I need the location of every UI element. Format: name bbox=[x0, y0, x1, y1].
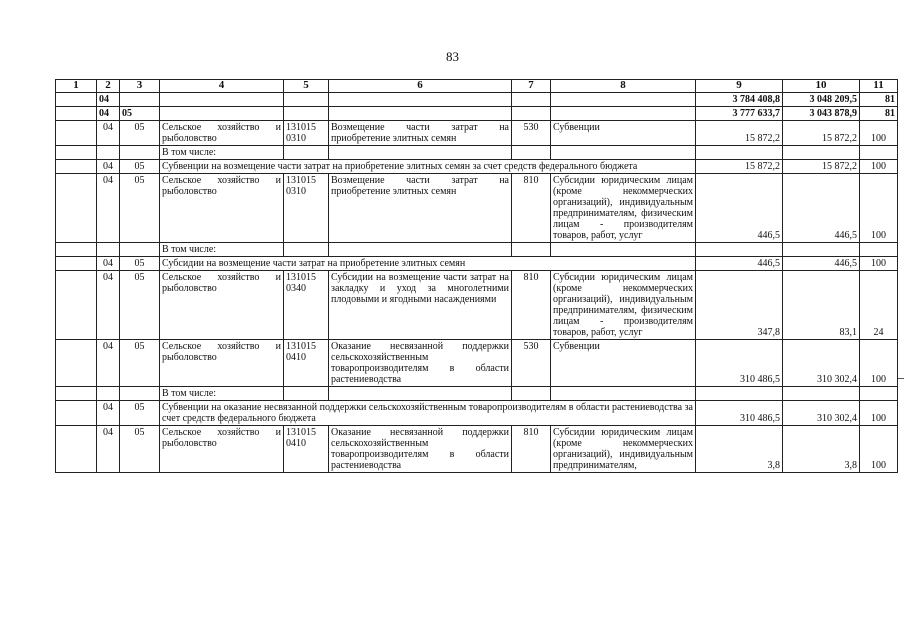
table-row bbox=[56, 174, 898, 243]
cell-subsection: 05 bbox=[120, 401, 160, 426]
including-label: В том числе: bbox=[160, 146, 284, 160]
cell-planned: 446,5 bbox=[696, 257, 783, 271]
cell-percent: 24 bbox=[860, 271, 898, 340]
cell-type: Субвенции bbox=[551, 121, 696, 146]
cell-subsection: 05 bbox=[120, 160, 160, 174]
cell-subsection: 05 bbox=[120, 257, 160, 271]
cell-type: Субвенции bbox=[551, 340, 696, 387]
cell-actual: 446,5 bbox=[783, 174, 860, 243]
header-cell: 2 bbox=[97, 80, 120, 93]
table-row bbox=[56, 426, 898, 473]
cell-name: Сельское хозяйство и рыболовство bbox=[160, 426, 284, 473]
cell-subsection: 05 bbox=[120, 426, 160, 473]
cell-section: 04 bbox=[97, 257, 120, 271]
including-row bbox=[56, 146, 898, 160]
cell-percent: 81 bbox=[860, 107, 898, 121]
cell-type-code: 810 bbox=[512, 174, 551, 243]
header-cell: 11 bbox=[860, 80, 898, 93]
cell-planned: 446,5 bbox=[696, 174, 783, 243]
header-cell: 4 bbox=[160, 80, 284, 93]
cell-actual: 310 302,4 bbox=[783, 401, 860, 426]
cell-section: 04 bbox=[97, 93, 120, 107]
cell-subsection: 05 bbox=[120, 174, 160, 243]
including-label: В том числе: bbox=[160, 243, 284, 257]
header-cell: 7 bbox=[512, 80, 551, 93]
cell-type-code: 810 bbox=[512, 426, 551, 473]
cell-planned: 310 486,5 bbox=[696, 340, 783, 387]
cell-actual: 15 872,2 bbox=[783, 160, 860, 174]
cell-planned: 15 872,2 bbox=[696, 160, 783, 174]
cell-actual: 310 302,4 bbox=[783, 340, 860, 387]
cell-planned: 3 784 408,8 bbox=[696, 93, 783, 107]
table-row bbox=[56, 121, 898, 146]
cell-type-code: 530 bbox=[512, 121, 551, 146]
cell-actual: 83,1 bbox=[783, 271, 860, 340]
cell-description: Возмещение части затрат на приобретение элитных семян bbox=[329, 174, 512, 243]
total-row-section bbox=[56, 93, 898, 107]
header-row bbox=[56, 80, 898, 93]
cell-code: 131015 0340 bbox=[284, 271, 329, 340]
cell-subsection: 05 bbox=[120, 121, 160, 146]
including-label: В том числе: bbox=[160, 387, 284, 401]
cell-subitem: Субвенции на возмещение части затрат на приобретение элитных семян за счет средств федерального бюджета bbox=[160, 160, 696, 174]
header-cell: 3 bbox=[120, 80, 160, 93]
header-cell: 8 bbox=[551, 80, 696, 93]
cell-name: Сельское хозяйство и рыболовство bbox=[160, 340, 284, 387]
cell-type-code: 530 bbox=[512, 340, 551, 387]
cell-actual: 15 872,2 bbox=[783, 121, 860, 146]
cell-planned: 347,8 bbox=[696, 271, 783, 340]
cell-section: 04 bbox=[97, 426, 120, 473]
cell-percent: 81 bbox=[860, 93, 898, 107]
cell-description: Возмещение части затрат на приобретение элитных семян bbox=[329, 121, 512, 146]
cell-subsection: 05 bbox=[120, 107, 160, 121]
header-cell: 6 bbox=[329, 80, 512, 93]
budget-table bbox=[55, 79, 898, 473]
cell-name: Сельское хозяйство и рыболовство bbox=[160, 174, 284, 243]
cell-description: Оказание несвязанной поддержки сельскохозяйственным товаропроизводителям в области растениеводства bbox=[329, 340, 512, 387]
cell-section: 04 bbox=[97, 340, 120, 387]
cell-code: 131015 0410 bbox=[284, 426, 329, 473]
header-cell: 1 bbox=[56, 80, 97, 93]
cell-type: Субсидии юридическим лицам (кроме некоммерческих организаций), индивидуальным предпринимателям, bbox=[551, 426, 696, 473]
cell-code: 131015 0310 bbox=[284, 121, 329, 146]
header-cell: 9 bbox=[696, 80, 783, 93]
cell-type: Субсидии юридическим лицам (кроме некоммерческих организаций), индивидуальным предпринимателям, физическим лицам - производителям товаров, работ, услуг bbox=[551, 271, 696, 340]
cell-planned: 15 872,2 bbox=[696, 121, 783, 146]
cell-type: Субсидии юридическим лицам (кроме некоммерческих организаций), индивидуальным предпринимателям, физическим лицам - производителям товаров, работ, услуг bbox=[551, 174, 696, 243]
table-row bbox=[56, 340, 898, 387]
including-row bbox=[56, 387, 898, 401]
cell-actual: 3,8 bbox=[783, 426, 860, 473]
cell-name: Сельское хозяйство и рыболовство bbox=[160, 121, 284, 146]
cell-code: 131015 0410 bbox=[284, 340, 329, 387]
cell-code: 131015 0310 bbox=[284, 174, 329, 243]
cell-planned: 3,8 bbox=[696, 426, 783, 473]
cell-section: 04 bbox=[97, 174, 120, 243]
including-row bbox=[56, 243, 898, 257]
table-row bbox=[56, 257, 898, 271]
cell-subitem: Субвенции на оказание несвязанной поддержки сельскохозяйственным товаропроизводителям в области растениеводства за счет средств федерального бюджета bbox=[160, 401, 696, 426]
cell-type-code: 810 bbox=[512, 271, 551, 340]
total-row-subsection bbox=[56, 107, 898, 121]
cell-section: 04 bbox=[97, 107, 120, 121]
cell-subitem: Субсидии на возмещение части затрат на приобретение элитных семян bbox=[160, 257, 696, 271]
header-cell: 10 bbox=[783, 80, 860, 93]
cell-subsection: 05 bbox=[120, 271, 160, 340]
cell-section: 04 bbox=[97, 121, 120, 146]
cell-planned: 310 486,5 bbox=[696, 401, 783, 426]
cell-percent: 100 bbox=[860, 160, 898, 174]
scan-mark bbox=[898, 378, 904, 379]
cell-section: 04 bbox=[97, 401, 120, 426]
table-row bbox=[56, 401, 898, 426]
cell-subsection: 05 bbox=[120, 340, 160, 387]
cell-actual: 446,5 bbox=[783, 257, 860, 271]
cell-section: 04 bbox=[97, 160, 120, 174]
table-row bbox=[56, 160, 898, 174]
cell-percent: 100 bbox=[860, 257, 898, 271]
cell-name: Сельское хозяйство и рыболовство bbox=[160, 271, 284, 340]
cell-percent: 100 bbox=[860, 174, 898, 243]
header-cell: 5 bbox=[284, 80, 329, 93]
cell-percent: 100 bbox=[860, 340, 898, 387]
cell-section: 04 bbox=[97, 271, 120, 340]
table-row bbox=[56, 271, 898, 340]
cell-description: Субсидии на возмещение части затрат на закладку и уход за многолетними плодовыми и ягодными насаждениями bbox=[329, 271, 512, 340]
cell-actual: 3 048 209,5 bbox=[783, 93, 860, 107]
cell-planned: 3 777 633,7 bbox=[696, 107, 783, 121]
cell-percent: 100 bbox=[860, 401, 898, 426]
cell-actual: 3 043 878,9 bbox=[783, 107, 860, 121]
page-number: 83 bbox=[446, 49, 459, 64]
cell-percent: 100 bbox=[860, 121, 898, 146]
cell-description: Оказание несвязанной поддержки сельскохозяйственным товаропроизводителям в области растениеводства bbox=[329, 426, 512, 473]
cell-percent: 100 bbox=[860, 426, 898, 473]
